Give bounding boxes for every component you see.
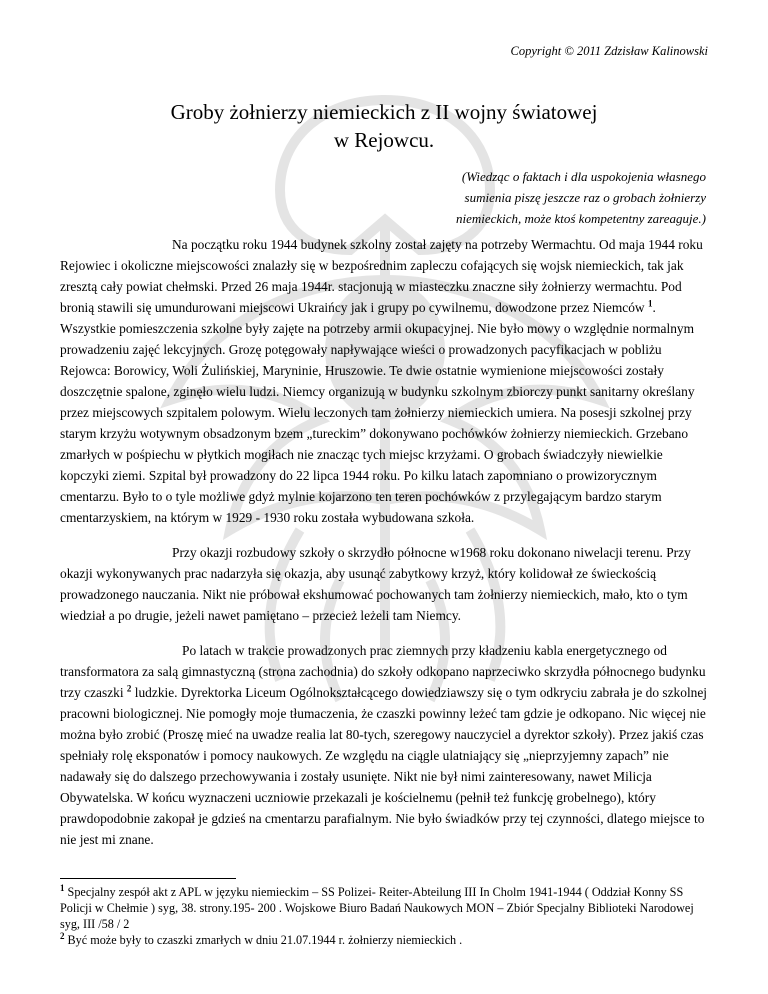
footnote-2-text: Być może były to czaszki zmarłych w dniu 21.07.1944 r. żołnierzy niemieckich . bbox=[64, 933, 463, 947]
copyright-notice: Copyright © 2011 Zdzisław Kalinowski bbox=[510, 44, 708, 58]
footnote-1 bbox=[60, 884, 708, 932]
paragraph-1-text-a: Na początku roku 1944 budynek szkolny został zajęty na potrzeby Wermachtu. Od maja 1944 roku Rejowiec i okoliczne miejscowości znalazły się w bezpośrednim zapleczu cofających się wojsk niemieckich, tak jak zresztą cały powiat chełmski. Przed 26 maja 1944r. stacjonują w miasteczku znaczne siły żołnierzy wermachtu. Pod bronią stawili się umundurowani miejscowi Ukraińcy jak i grupy po cywilnemu, dowodzone przez Niemców bbox=[60, 237, 703, 315]
paragraph-3 bbox=[60, 640, 708, 850]
footnote-ref-2[interactable]: 2 bbox=[126, 683, 132, 694]
footnote-ref-1[interactable]: 1 bbox=[647, 298, 653, 309]
title-line-1: Groby żołnierzy niemieckich z II wojny światowej bbox=[170, 100, 598, 124]
footnotes bbox=[60, 884, 708, 948]
paragraph-3-text-b: ludzkie. Dyrektorka Liceum Ogólnokształcącego dowiedziawszy się o tym odkryciu zabrała je do szkolnej pracowni biologicznej. Nie pomogły moje tłumaczenia, że czaszki powinny leżeć tam gdzie je odkopano. Nic więcej nie można było zrobić (Proszę mieć na uwadze realia lat 80-tych, szeregowy nauczyciel a dyrektor szkoły). Przez jakiś czas spełniały rolę eksponatów i pomocy naukowych. Ze względu na ciągle ulatniający się „nieprzyjemny zapach” nie nadawały się do dalszego przechowywania i zostały usunięte. Nikt nie był nimi zainteresowany, nawet Milicja Obywatelska. W końcu wyznaczeni uczniowie przekazali je kościelnemu (pełnił też funkcję grobelnego), który prawdopodobnie zakopał je gdzieś na cmentarzu parafialnym. Nie było świadków przy tej czynności, dlatego miejsce to nie jest mi znane. bbox=[60, 685, 708, 847]
page-title bbox=[60, 98, 708, 154]
footnote-2 bbox=[60, 932, 708, 948]
paragraph-2: Przy okazji rozbudowy szkoły o skrzydło północne w1968 roku dokonano niwelacji terenu. Przy okazji wykonywanych prac nadarzyła się okazja, aby usunąć zabytkowy krzyż, który kolidował ze świeckością prowadzonego nauczania. Nikt nie próbował ekshumować pochowanych tam żołnierzy niemieckich, mało, kto o tym wiedział a po drugie, jeżeli nawet pamiętano – przecież leżeli tam Niemcy. bbox=[60, 545, 691, 623]
footnote-divider bbox=[60, 878, 236, 879]
paragraph-3-text-a: Po latach w trakcie prowadzonych prac ziemnych przy kładzeniu kabla energetycznego od transformatora za salą gimnastyczną (strona zachodnia) do szkoły odkopano naprzeciwko skrzydła północnego budynku trzy czaszki bbox=[60, 643, 706, 700]
title-line-2: w Rejowcu. bbox=[333, 128, 435, 152]
epigraph-line-2: sumienia piszę jeszcze raz o grobach żołnierzy bbox=[464, 190, 706, 205]
footnote-1-text: Specjalny zespół akt z APL w języku niemieckim – SS Polizei- Reiter-Abteilung III In Cholm 1941-1944 ( Oddział Konny SS Policji w Chełmie ) syg, 38. strony.195- 200 . Wojskowe Biuro Badań Naukowych MON – Zbiór Specjalny Biblioteki Narodowej syg, III /58 / 2 bbox=[60, 885, 694, 931]
paragraph-1 bbox=[60, 234, 708, 528]
epigraph-line-3: niemieckich, może ktoś kompetentny zareaguje.) bbox=[455, 211, 706, 226]
epigraph bbox=[386, 166, 706, 229]
epigraph-line-1: (Wiedząc o faktach i dla uspokojenia własnego bbox=[461, 169, 706, 184]
paragraph-1-text-b: . Wszystkie pomieszczenia szkolne były zajęte na potrzeby armii okupacyjnej. Nie było mowy o względnie normalnym prowadzeniu zajęć lekcyjnych. Grozę potęgowały napływające wieści o prowadzonych pacyfikacjach w pobliżu Rejowca: Borowicy, Woli Żulińskiej, Maryninie, Hruszowie. Te dwie ostatnie wymienione miejscowości zostały doszczętnie spalone, zginęło wielu ludzi. Niemcy organizują w budynku szkolnym zbiorczy punkt sanitarny określany przez miejscowych szpitalem polowym. Wielu leczonych tam żołnierzy niemieckich umiera. Na posesji szkolnej przy starym krzyżu wotywnym obsadzonym bzem „tureckim” dokonywano pochówków żołnierzy niemieckich. Grzebano zmarłych w pośpiechu w płytkich mogiłach nie znacząc tych miejsc krzyżami. O grobach świadczyły niewielkie kopczyki ziemi. Szpital był prowadzony do 22 lipca 1944 roku. Po kilku latach zapomniano o prowizorycznym cmentarzu. Było to o tyle możliwe gdyż mylnie kojarzono ten teren pochówków z przylegającym bardzo starym cmentarzyskiem, na którym w 1929 - 1930 roku została wybudowana szkoła. bbox=[60, 300, 695, 525]
footnote-2-number: 2 bbox=[60, 930, 65, 941]
article-body bbox=[60, 234, 708, 864]
footnote-1-number: 1 bbox=[60, 882, 65, 893]
